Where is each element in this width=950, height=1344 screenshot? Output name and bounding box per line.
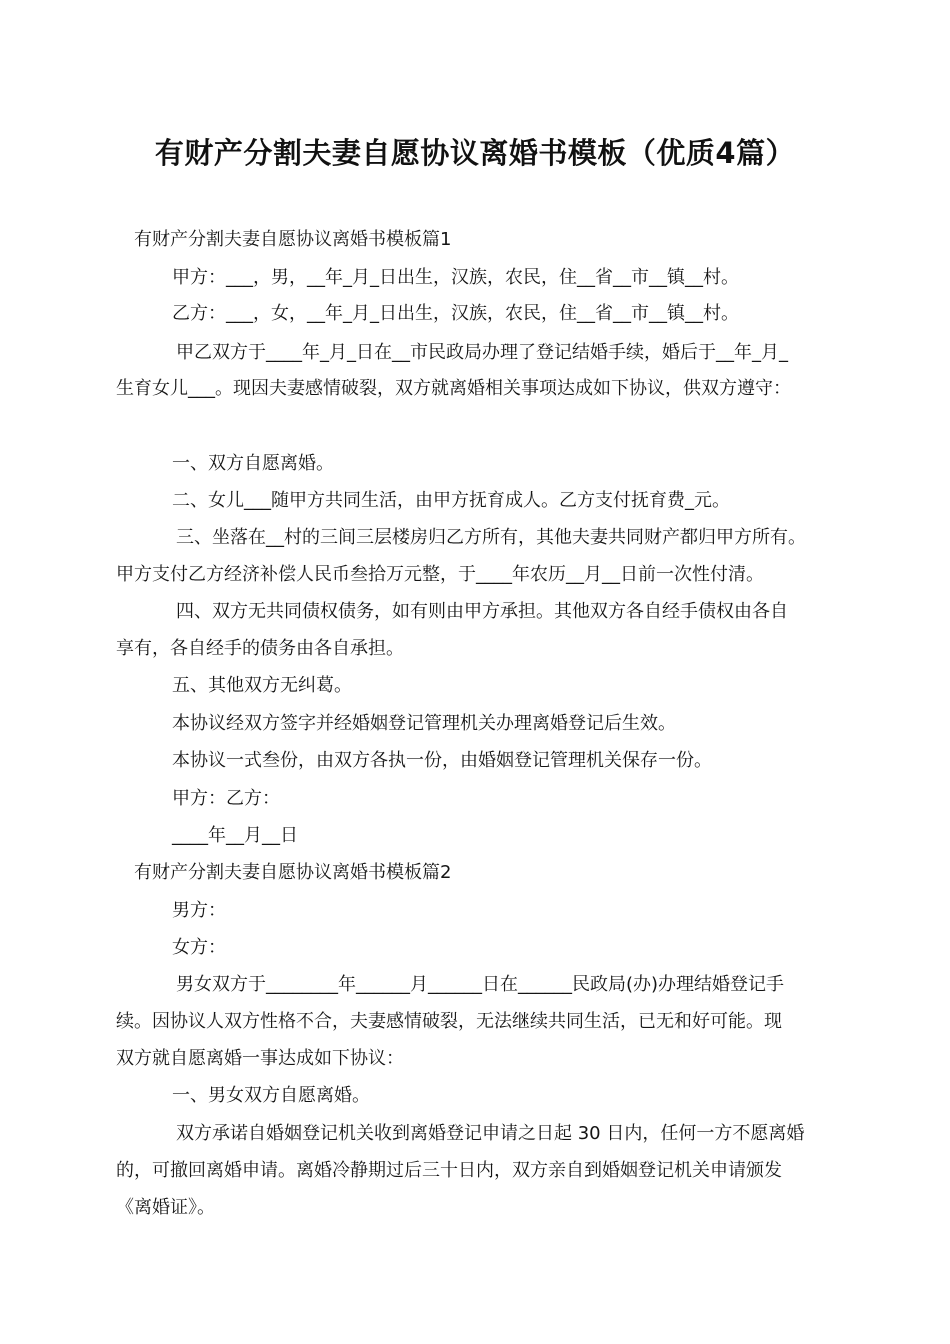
- party-a-line: 甲方：___，男，__年_月_日出生，汉族，农民，住__省__市__镇__村。: [172, 267, 739, 288]
- clause-line: 甲方支付乙方经济补偿人民币叁拾万元整，于____年农历__月__日前一次性付清。: [116, 564, 764, 585]
- paragraph-line: 男女双方于________年______月______日在______民政局(办)办理结婚登记手: [176, 974, 785, 995]
- paragraph-line: 续。因协议人双方性格不合，夫妻感情破裂，无法继续共同生活，已无和好可能。现: [116, 1011, 782, 1032]
- paragraph-line: 《离婚证》。: [116, 1197, 215, 1218]
- section-heading-2: 有财产分割夫妻自愿协议离婚书模板篇2: [134, 862, 452, 883]
- document-title: 有财产分割夫妻自愿协议离婚书模板（优质4篇）: [154, 136, 796, 170]
- party-b-line: 乙方：___，女，__年_月_日出生，汉族，农民，住__省__市__镇__村。: [172, 303, 739, 324]
- paragraph-line: 甲乙双方于____年_月_日在__市民政局办理了登记结婚手续，婚后于__年_月_: [176, 342, 788, 363]
- clause-line: 一、男女双方自愿离婚。: [172, 1085, 370, 1106]
- clause-line: 五、其他双方无纠葛。: [172, 675, 352, 696]
- clause-line: 三、坐落在__村的三间三层楼房归乙方所有，其他夫妻共同财产都归甲方所有。: [176, 527, 806, 548]
- clause-line: 四、双方无共同债权债务，如有则由甲方承担。其他双方各自经手债权由各自: [176, 601, 788, 622]
- wife-line: 女方：: [172, 937, 226, 958]
- clause-line: 二、女儿___随甲方共同生活，由甲方抚育成人。乙方支付抚育费_元。: [172, 490, 730, 511]
- clause-line: 本协议经双方签字并经婚姻登记管理机关办理离婚登记后生效。: [172, 713, 676, 734]
- clause-line: 一、双方自愿离婚。: [172, 453, 334, 474]
- paragraph-line: 双方就自愿离婚一事达成如下协议：: [116, 1048, 404, 1069]
- clause-line: 享有，各自经手的债务由各自承担。: [116, 638, 404, 659]
- paragraph-line: 的，可撤回离婚申请。离婚冷静期过后三十日内，双方亲自到婚姻登记机关申请颁发: [116, 1160, 782, 1181]
- section-heading-1: 有财产分割夫妻自愿协议离婚书模板篇1: [134, 229, 452, 250]
- husband-line: 男方：: [172, 900, 226, 921]
- paragraph-line: 生育女儿___。现因夫妻感情破裂，双方就离婚相关事项达成如下协议，供双方遵守：: [116, 378, 791, 399]
- clause-line: 本协议一式叁份，由双方各执一份，由婚姻登记管理机关保存一份。: [172, 750, 712, 771]
- date-line: ____年__月__日: [172, 825, 298, 846]
- signature-line: 甲方：乙方：: [172, 788, 280, 809]
- paragraph-line: 双方承诺自婚姻登记机关收到离婚登记申请之日起 30 日内，任何一方不愿离婚: [176, 1123, 805, 1144]
